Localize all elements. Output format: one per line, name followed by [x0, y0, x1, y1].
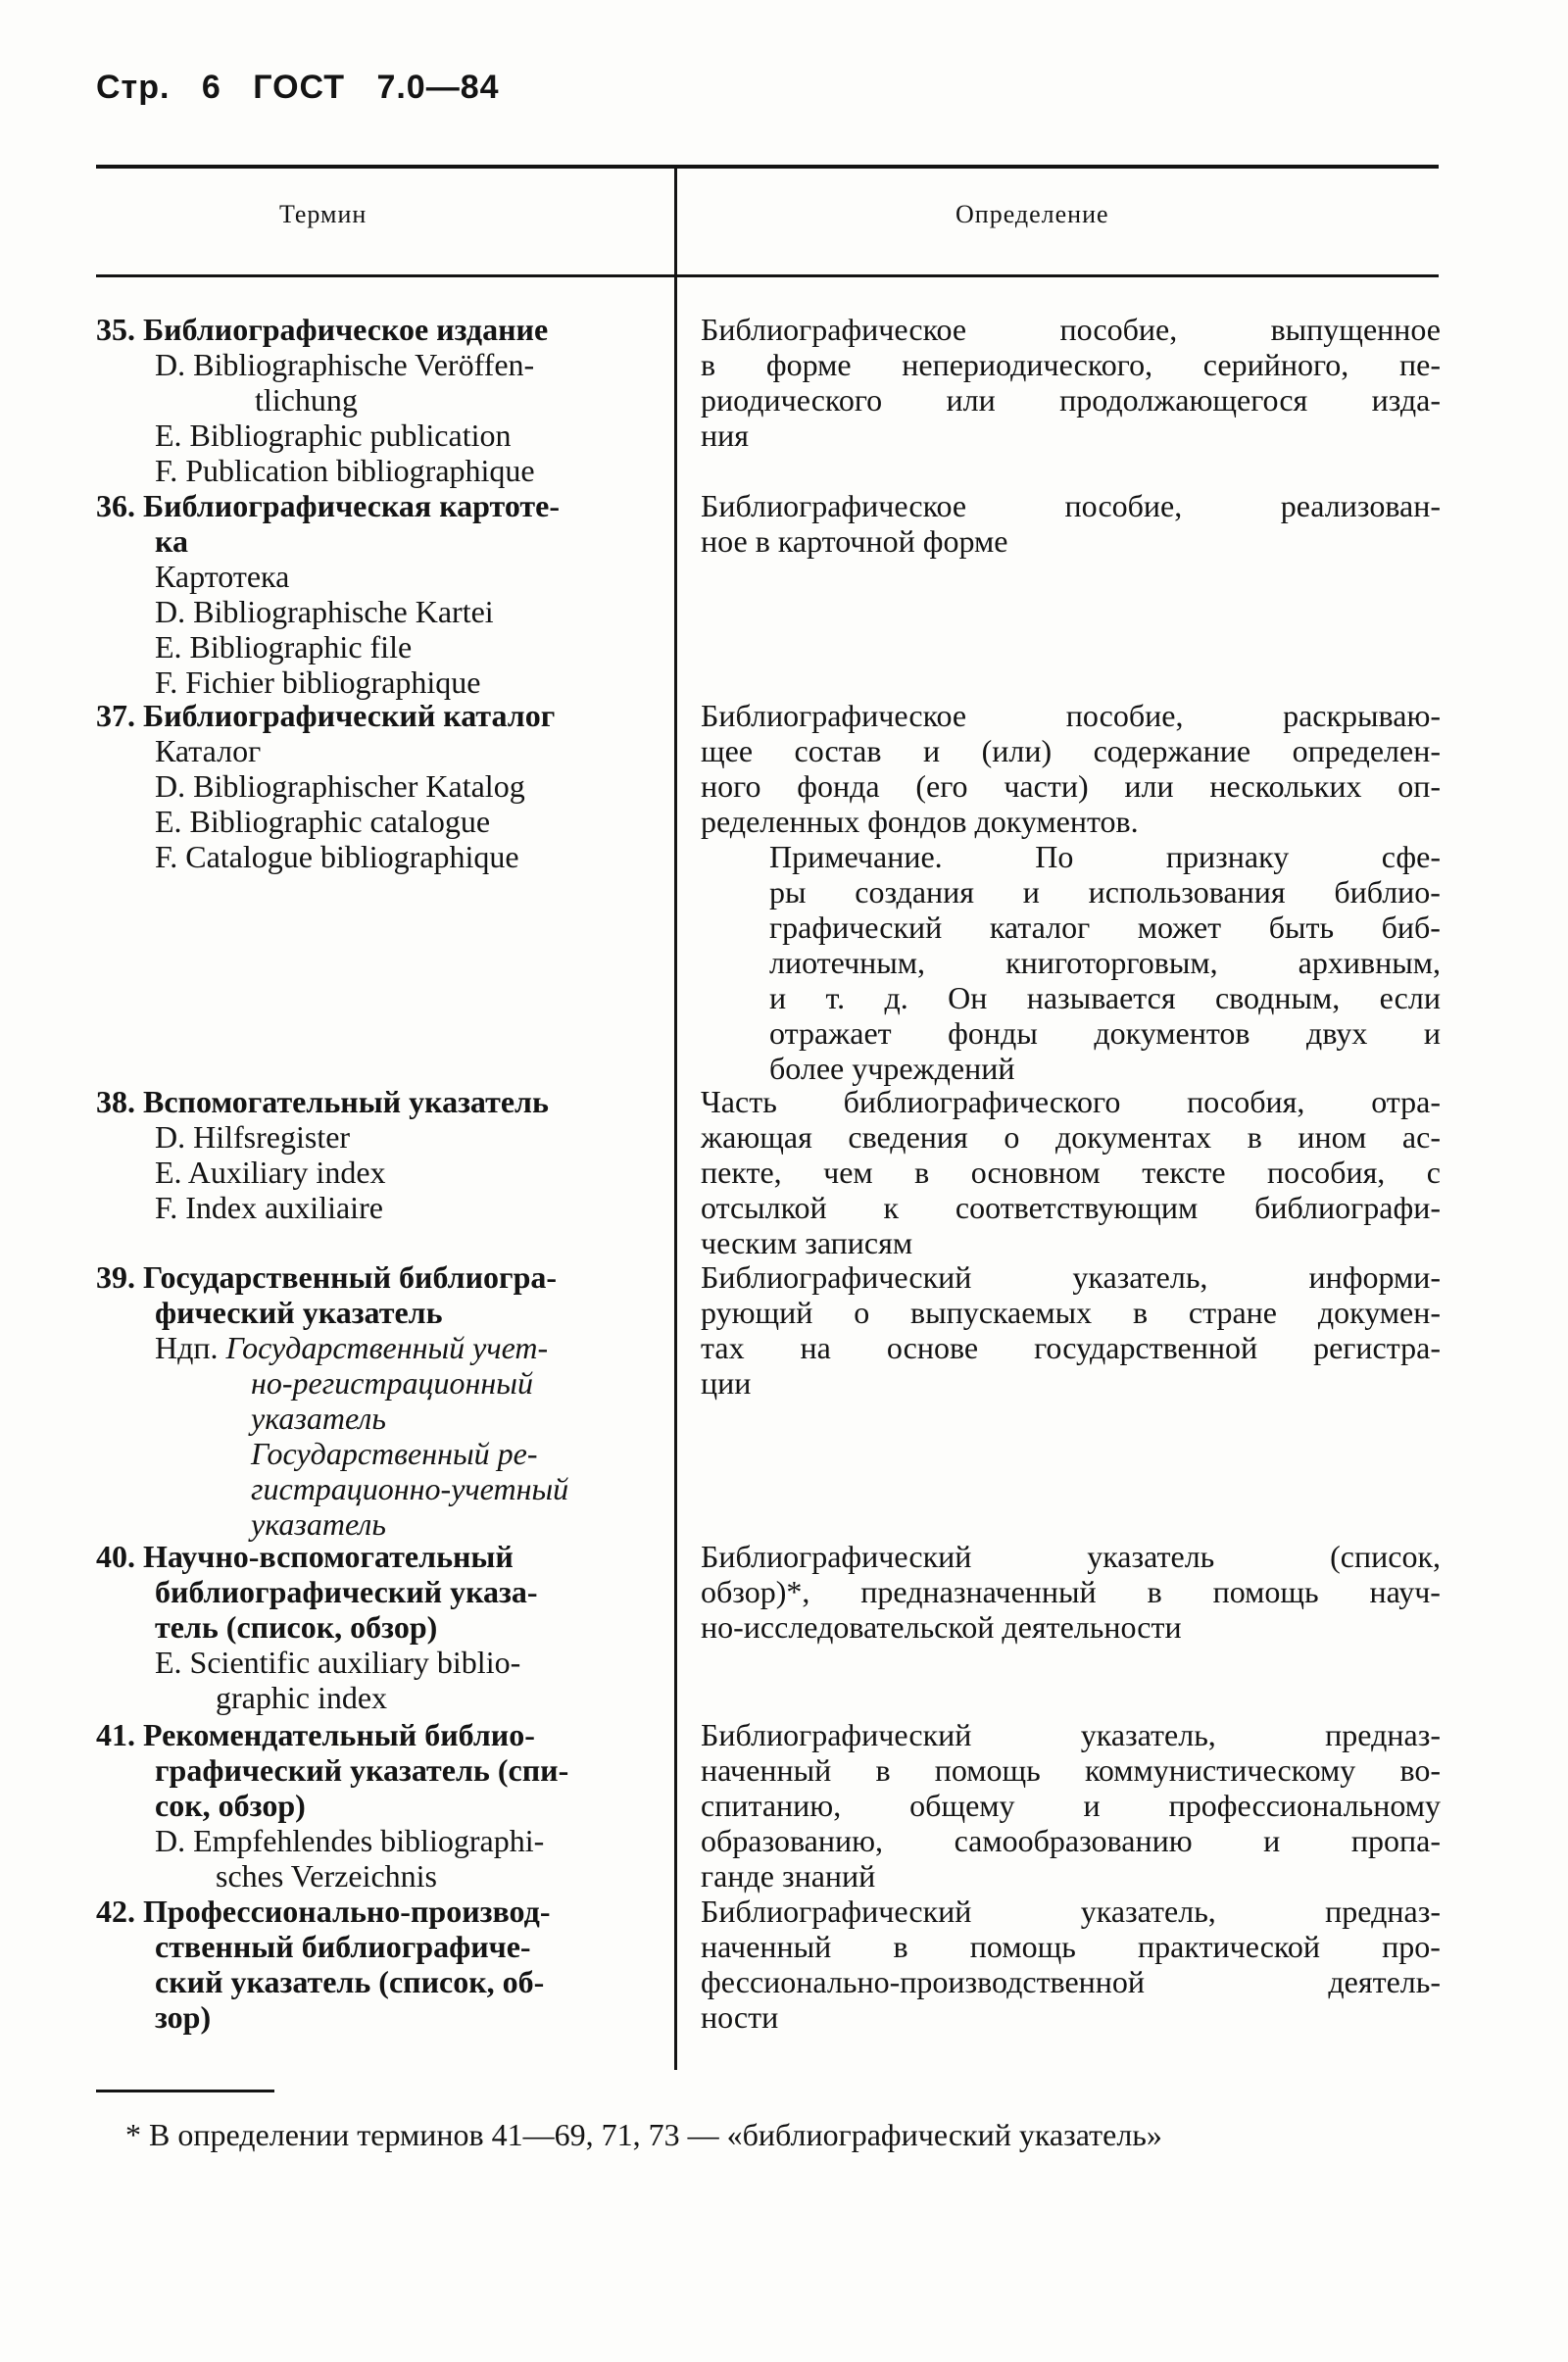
definition-line: щее состав и (или) содержание определен-: [701, 733, 1441, 768]
definition-41: [701, 1717, 1441, 1894]
definition-line: Библиографический указатель (список,: [701, 1539, 1441, 1574]
page-header: [96, 69, 521, 107]
term-title-cont: ский указатель (список, об-: [155, 1964, 545, 1999]
definition-line: Библиографический указатель, предназ-: [701, 1717, 1441, 1752]
term-german-cont: sches Verzeichnis: [216, 1858, 437, 1894]
definition-line: отсылкой к соответствующим библиографи-: [701, 1190, 1441, 1225]
term-title: 35. Библиографическое издание: [96, 312, 549, 347]
definition-line: наченный в помощь коммунистическому во-: [701, 1752, 1441, 1788]
term-french: F. Publication bibliographique: [155, 453, 535, 488]
definition-36: [701, 488, 1441, 559]
definition-line: ганде знаний: [701, 1858, 876, 1894]
definition-line: тах на основе государственной регистра-: [701, 1330, 1441, 1365]
definition-line: фессионально-производственной деятель-: [701, 1964, 1441, 1999]
footnote: * В определении терминов 41—69, 71, 73 — «библиографический указатель»: [125, 2117, 1162, 2152]
term-42: [96, 1894, 664, 2035]
deprecated-term-cont: гистрационно-учетный: [251, 1471, 569, 1506]
term-title: 40. Научно-вспомогательный: [96, 1539, 514, 1574]
term-english: E. Auxiliary index: [155, 1155, 386, 1190]
term-title-cont: сок, обзор): [155, 1788, 306, 1823]
table-top-rule: [96, 165, 1439, 169]
term-39: [96, 1259, 664, 1542]
term-german: D. Bibliographischer Katalog: [155, 768, 525, 804]
definition-line: обзор)*, предназначенный в помощь науч-: [701, 1574, 1441, 1609]
term-english-cont: graphic index: [216, 1680, 388, 1715]
definition-line: пекте, чем в основном тексте пособия, с: [701, 1155, 1441, 1190]
column-divider: [674, 169, 677, 2070]
term-german: D. Hilfsregister: [155, 1119, 351, 1155]
table-header-rule: [96, 274, 1439, 277]
term-title: 39. Государственный библиогра-: [96, 1259, 558, 1295]
term-french: F. Catalogue bibliographique: [155, 839, 519, 874]
definition-line: образованию, самообразованию и пропа-: [701, 1823, 1441, 1858]
footnote-rule: [96, 2090, 274, 2092]
definition-line: спитанию, общему и профессиональному: [701, 1788, 1441, 1823]
term-41: [96, 1717, 664, 1894]
definition-line: ределенных фондов документов.: [701, 804, 1139, 839]
term-english: E. Bibliographic publication: [155, 418, 512, 453]
term-french: F. Fichier bibliographique: [155, 664, 481, 700]
deprecated-term-cont: указатель: [251, 1506, 386, 1542]
term-title-cont: фический указатель: [155, 1295, 443, 1330]
term-english: E. Bibliographic file: [155, 629, 413, 664]
definition-line: Библиографическое пособие, выпущенное: [701, 312, 1441, 347]
term-synonym: Картотека: [155, 559, 290, 594]
note-block: [701, 839, 1441, 1086]
definition-line: но-исследовательской деятельности: [701, 1609, 1182, 1645]
term-english: E. Bibliographic catalogue: [155, 804, 491, 839]
definition-line: ности: [701, 1999, 779, 2035]
note-line: отражает фонды документов двух и: [769, 1015, 1441, 1051]
term-german: D. Bibliographische Veröffen-: [155, 347, 535, 382]
definition-42: [701, 1894, 1441, 2035]
term-title-cont: тель (список, обзор): [155, 1609, 438, 1645]
term-38: [96, 1084, 664, 1225]
definition-line: риодического или продолжающегося изда-: [701, 382, 1441, 418]
term-title: 37. Библиографический каталог: [96, 698, 556, 733]
term-36: [96, 488, 664, 700]
term-german-cont: tlichung: [255, 382, 358, 418]
definition-line: ции: [701, 1365, 752, 1401]
term-title-cont: зор): [155, 1999, 212, 2035]
page-number: 6: [201, 69, 221, 106]
term-english: E. Scientific auxiliary biblio-: [155, 1645, 521, 1680]
term-title: 41. Рекомендательный библио-: [96, 1717, 535, 1752]
term-deprecated: [96, 1330, 664, 1365]
deprecated-term: Государственный ре-: [251, 1436, 538, 1471]
definition-line: наченный в помощь практической про-: [701, 1929, 1441, 1964]
definition-line: Библиографический указатель, информи-: [701, 1259, 1441, 1295]
term-synonym: Каталог: [155, 733, 262, 768]
note-line: графический каталог может быть биб-: [769, 910, 1441, 945]
deprecated-term-cont: но-регистрационный: [251, 1365, 533, 1401]
term-title: 38. Вспомогательный указатель: [96, 1084, 549, 1119]
definition-line: Библиографическое пособие, реализован-: [701, 488, 1441, 523]
definition-line: ния: [701, 418, 749, 453]
term-title-cont: ка: [155, 523, 188, 559]
deprecated-label: Ндп.: [155, 1330, 219, 1365]
term-title-cont: библиографический указа-: [155, 1574, 538, 1609]
page-label: Стр.: [96, 69, 171, 106]
column-header-definition: Определение: [956, 200, 1109, 228]
definition-line: ческим записям: [701, 1225, 913, 1260]
definition-40: [701, 1539, 1441, 1645]
definition-line: в форме непериодического, серийного, пе-: [701, 347, 1441, 382]
term-german: D. Bibliographische Kartei: [155, 594, 494, 629]
note-line: и т. д. Он называется сводным, если: [769, 980, 1441, 1015]
definition-line: ное в карточной форме: [701, 523, 1008, 559]
definition-35: [701, 312, 1441, 453]
deprecated-term-cont: указатель: [251, 1401, 386, 1436]
term-40: [96, 1539, 664, 1715]
definition-line: рующий о выпускаемых в стране докумен-: [701, 1295, 1441, 1330]
standard-code: 7.0—84: [376, 69, 500, 106]
definition-line: жающая сведения о документах в ином ас-: [701, 1119, 1441, 1155]
term-title-cont: ственный библиографиче-: [155, 1929, 531, 1964]
definition-line: Часть библиографического пособия, отра-: [701, 1084, 1441, 1119]
definition-38: [701, 1084, 1441, 1260]
term-title: 36. Библиографическая картоте-: [96, 488, 560, 523]
definition-37: [701, 698, 1441, 1086]
note-line: ры создания и использования библио-: [769, 874, 1441, 910]
term-title: 42. Профессионально-производ-: [96, 1894, 551, 1929]
deprecated-term: Государственный учет-: [225, 1330, 549, 1365]
note-line: Примечание. По признаку сфе-: [769, 839, 1441, 874]
definition-line: Библиографическое пособие, раскрываю-: [701, 698, 1441, 733]
column-header-term: Термин: [279, 200, 368, 228]
standard-name: ГОСТ: [253, 69, 345, 106]
note-line: более учреждений: [769, 1051, 1015, 1086]
definition-39: [701, 1259, 1441, 1401]
term-35: [96, 312, 664, 488]
term-title-cont: графический указатель (спи-: [155, 1752, 569, 1788]
note-line: лиотечным, книготорговым, архивным,: [769, 945, 1441, 980]
definition-line: Библиографический указатель, предназ-: [701, 1894, 1441, 1929]
term-french: F. Index auxiliaire: [155, 1190, 383, 1225]
term-german: D. Empfehlendes bibliographi-: [155, 1823, 545, 1858]
term-37: [96, 698, 664, 874]
definition-line: ного фонда (его части) или нескольких оп-: [701, 768, 1441, 804]
